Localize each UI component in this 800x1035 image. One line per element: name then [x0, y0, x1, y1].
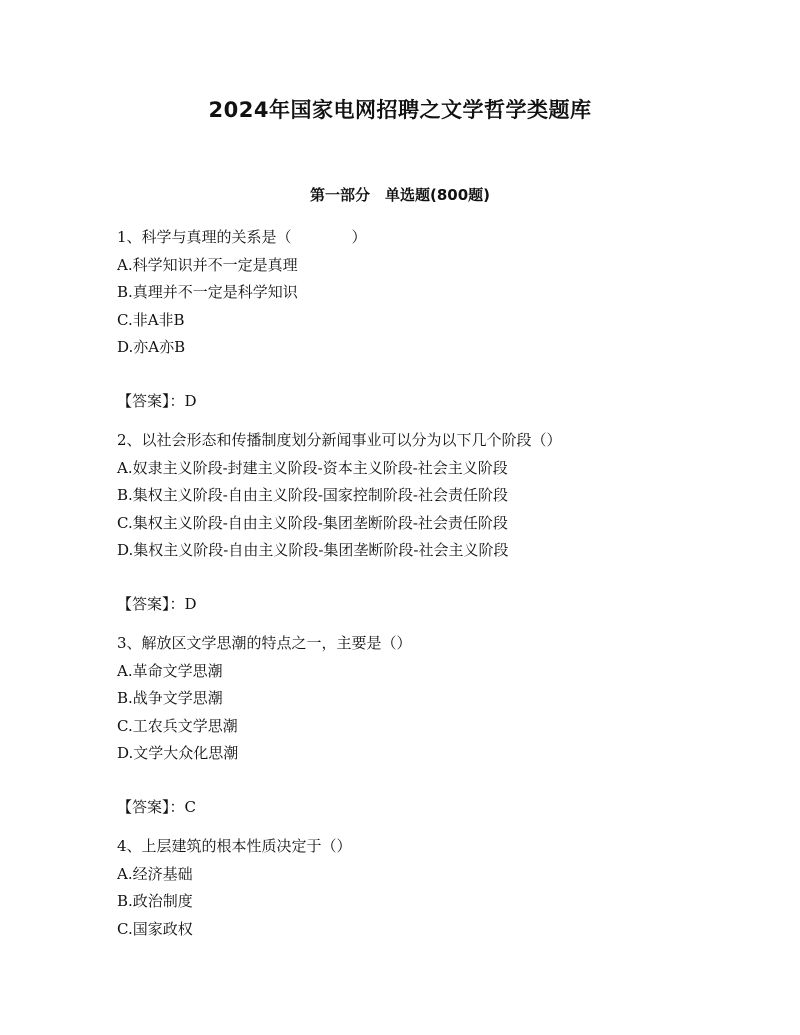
question-item	[117, 630, 737, 821]
answer-value: D	[184, 391, 197, 410]
option-a: A.科学知识并不一定是真理	[117, 255, 298, 274]
option-b: B.集权主义阶段-自由主义阶段-国家控制阶段-社会责任阶段	[117, 486, 508, 504]
option-c: C.集权主义阶段-自由主义阶段-集团垄断阶段-社会责任阶段	[117, 513, 508, 532]
option-a: A.奴隶主义阶段-封建主义阶段-资本主义阶段-社会主义阶段	[117, 458, 508, 477]
question-text: 4、上层建筑的根本性质决定于（）	[117, 837, 352, 855]
question-text: 3、解放区文学思潮的特点之一，主要是（）	[117, 634, 412, 652]
question-list	[117, 224, 737, 943]
answer-value: C	[184, 797, 196, 816]
answer-label: 【答案】：	[117, 594, 185, 613]
option-d: D.亦A亦B	[117, 338, 186, 356]
option-d: D.集权主义阶段-自由主义阶段-集团垄断阶段-社会主义阶段	[117, 541, 509, 559]
option-c: C.国家政权	[117, 919, 193, 938]
answer-line	[117, 591, 737, 619]
question-item	[117, 224, 737, 415]
answer-label: 【答案】：	[117, 797, 185, 816]
question-text: 2、以社会形态和传播制度划分新闻事业可以分为以下几个阶段（）	[117, 431, 562, 449]
question-item	[117, 833, 737, 943]
answer-line	[117, 794, 737, 822]
option-b: B.政治制度	[117, 892, 193, 910]
option-b: B.战争文学思潮	[117, 689, 223, 707]
answer-value: D	[184, 594, 197, 613]
option-c: C.工农兵文学思潮	[117, 716, 238, 735]
option-d: D.文学大众化思潮	[117, 744, 239, 762]
option-a: A.革命文学思潮	[117, 661, 223, 680]
option-a: A.经济基础	[117, 864, 193, 883]
section-title: 第一部分 单选题(800题)	[309, 186, 491, 204]
answer-label: 【答案】：	[117, 391, 185, 410]
document-title: 2024年国家电网招聘之文学哲学类题库	[208, 98, 592, 122]
option-b: B.真理并不一定是科学知识	[117, 283, 298, 301]
question-item	[117, 427, 737, 618]
answer-line	[117, 388, 737, 416]
option-c: C.非A非B	[117, 310, 185, 329]
question-text: 1、科学与真理的关系是（ ）	[117, 228, 367, 246]
